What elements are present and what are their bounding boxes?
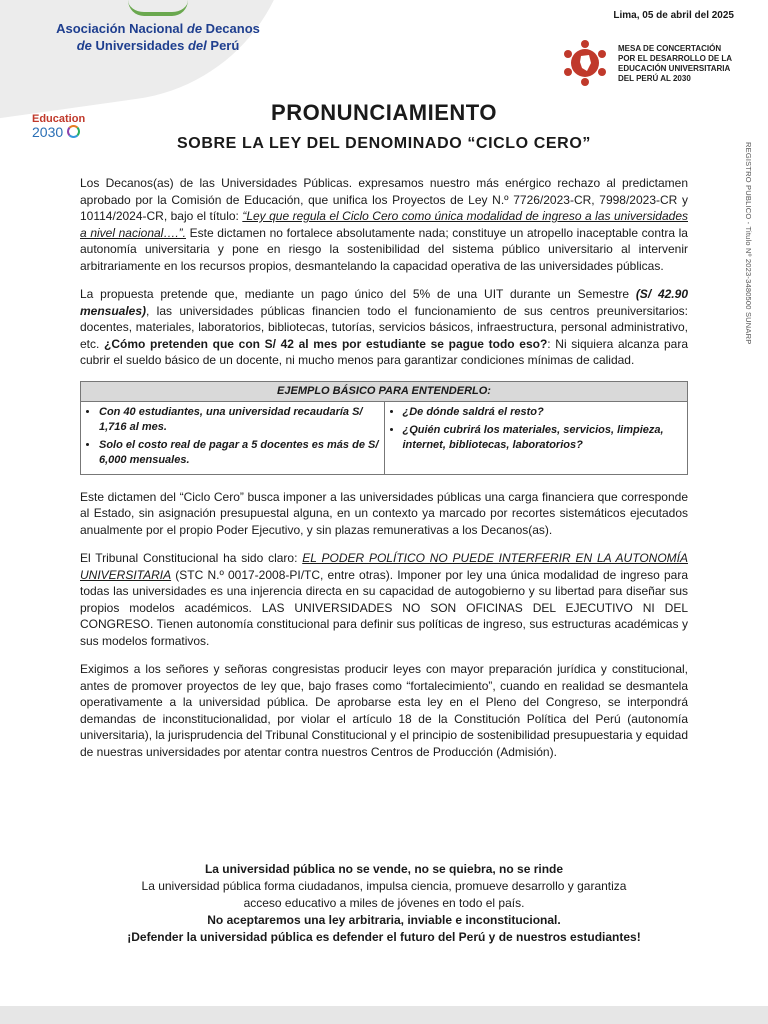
mesa-text bbox=[618, 44, 732, 84]
mesa-text-line: DEL PERÚ AL 2030 bbox=[618, 74, 691, 83]
association-logo bbox=[48, 0, 268, 54]
paragraph-4 bbox=[80, 550, 688, 649]
paragraph-text: Este dictamen no fortalece absolutamente nada; constituye un atropello inaceptable contra la autonomía universitaria y pone en riesgo la sostenibilidad del sistema público universitario al intervenir arbitrariamente en los recursos propios, desmantelando la capacidad operativa de las universidades públicas. bbox=[80, 225, 688, 273]
registry-side-note: REGISTRO PUBLICO - Titulo Nº 2023-3480500 SUNARP bbox=[744, 142, 753, 345]
paragraph-5: Exigimos a los señores y señoras congresistas producir leyes con mayor preparación jurídica y constitucional, antes de promover proyectos de ley que, bajo frases como “fortalecimiento”, cuando en realidad se desmantela operativamente a la universidad pública. De aprobarse esta ley en el Pleno del Congreso, se interpondrá demandas de inconstitucionalidad, por violar el artículo 18 de la Constitución Política del Perú (autonomía universitaria), la jurisprudencia del Tribunal Constitucional y el principio de sostenibilidad presupuestaria y equidad de nuestras universidades por atentar contra nuestros Centros de Producción (Admisión). bbox=[80, 662, 688, 759]
example-item: • ¿Quién cubrirá los materiales, servicios, limpieza, internet, bibliotecas, laboratorios? bbox=[403, 423, 684, 453]
example-right-cell bbox=[384, 401, 688, 474]
monthly-amount: (S/ 42.90 mensuales) bbox=[80, 287, 688, 318]
document-body bbox=[80, 175, 688, 772]
closing-line-4: ¡Defender la universidad pública es defender el futuro del Perú y de nuestros estudiantes! bbox=[127, 930, 641, 944]
paragraph-text: : Ni siquiera alcanza para cubrir el sueldo básico de un docente, ni mucho menos para garantizar condiciones mínimas de calidad. bbox=[80, 336, 688, 367]
document-title: PRONUNCIAMIENTO bbox=[271, 100, 497, 125]
example-table-header: EJEMPLO BÁSICO PARA ENTENDERLO: bbox=[81, 381, 688, 401]
paragraph-text: , las universidades públicas financien todo el funcionamiento de sus centros preuniversitarios: docentes, materiales, laboratorios, bibliotecas, tutorías, servicios básicos, infraestructura, personal administrativo, etc. bbox=[80, 303, 688, 351]
key-question: ¿Cómo pretenden que con S/ 42 al mes por estudiante se pague todo eso? bbox=[104, 336, 548, 351]
example-table bbox=[80, 381, 688, 475]
closing-line-2: La universidad pública forma ciudadanos, impulsa ciencia, promueve desarrollo y garantiza acceso educativo a miles de jóvenes en todo el país. bbox=[141, 879, 627, 910]
mesa-text-line: POR EL DESARROLLO DE LA bbox=[618, 54, 733, 63]
education-logo-line1: Education bbox=[32, 113, 86, 125]
mesa-text-line: EDUCACIÓN UNIVERSITARIA bbox=[618, 64, 731, 73]
paragraph-text: (STC N.º 0017-2008-PI/TC, entre otras). Imponer por ley una única modalidad de ingreso para todas las universidades es una injerencia directa en su capacidad de autogobierno y su libertad para diseñar sus propios modelos académicos. LAS UNIVERSIDADES NO SON OFICINAS DEL EJECUTIVO NI DEL CONGRESO. Tienen autonomía constitucional para definir sus políticas de ingreso, sus estructuras académicas y sus modelos formativos. bbox=[80, 567, 688, 648]
closing-line-1: La universidad pública no se vende, no se quiebra, no se rinde bbox=[204, 862, 564, 876]
law-title-quote: “Ley que regula el Ciclo Cero como única modalidad de ingreso a las universidades a nivel nacional….”. bbox=[80, 209, 688, 240]
example-left-cell bbox=[81, 401, 385, 474]
paragraph-text: La propuesta pretende que, mediante un pago único del 5% de una UIT durante un Semestre bbox=[80, 287, 636, 301]
association-name-part: de bbox=[76, 38, 92, 53]
footer-band bbox=[0, 1006, 768, 1024]
closing-statement bbox=[60, 861, 708, 946]
document-date: Lima, 05 de abril del 2025 bbox=[613, 10, 734, 21]
paragraph-text: Los Decanos(as) de las Universidades Públicas. expresamos nuestro más enérgico rechazo al predictamen aprobado por la Comisión de Educación, que unifica los Proyectos de Ley N.º 7726/2023-CR, 7998/2023-CR y 10114/2024-CR, bajo el título: bbox=[80, 176, 688, 223]
association-name-part: Asociación Nacional bbox=[56, 21, 187, 36]
mesa-concertacion-logo bbox=[560, 38, 760, 88]
paragraph-2 bbox=[80, 286, 688, 369]
paragraph-text: El Tribunal Constitucional ha sido claro: bbox=[80, 551, 303, 565]
example-item: • Solo el costo real de pagar a 5 docentes es más de S/ 6,000 mensuales. bbox=[99, 438, 380, 468]
association-name-part: Universidades bbox=[91, 38, 188, 53]
mesa-text-line: MESA DE CONCERTACIÓN bbox=[618, 44, 722, 53]
association-name-part: Decanos bbox=[202, 21, 260, 36]
paragraph-3: Este dictamen del “Ciclo Cero” busca imponer a las universidades públicas una carga financiera que corresponde al Estado, sin asignación presupuestal alguna, en un contexto ya marcado por recortes sistemáticos ejecutados anualmente por el propio Poder Ejecutivo, y sin plazas remunerativas a los Decanos(as). bbox=[80, 489, 688, 537]
example-item: • Con 40 estudiantes, una universidad recaudaría S/ 1,716 al mes. bbox=[99, 405, 380, 435]
document-subtitle: SOBRE LA LEY DEL DENOMINADO “CICLO CERO” bbox=[177, 135, 591, 152]
paragraph-1 bbox=[80, 175, 688, 274]
association-name-part: Perú bbox=[206, 38, 240, 53]
association-name bbox=[48, 20, 268, 54]
association-emblem-icon bbox=[128, 0, 188, 16]
association-name-part: del bbox=[187, 38, 207, 53]
example-item: • ¿De dónde saldrá el resto? bbox=[403, 405, 684, 420]
education-logo-line2: 2030 bbox=[32, 124, 64, 140]
closing-line-3: No aceptaremos una ley arbitraria, inviable e inconstitucional. bbox=[207, 913, 561, 927]
mesa-emblem-icon bbox=[560, 38, 610, 88]
tc-quote: EL PODER POLÍTICO NO PUEDE INTERFERIR EN LA AUTONOMÍA UNIVERSITARIA bbox=[80, 551, 688, 582]
association-name-part: de bbox=[186, 21, 203, 36]
